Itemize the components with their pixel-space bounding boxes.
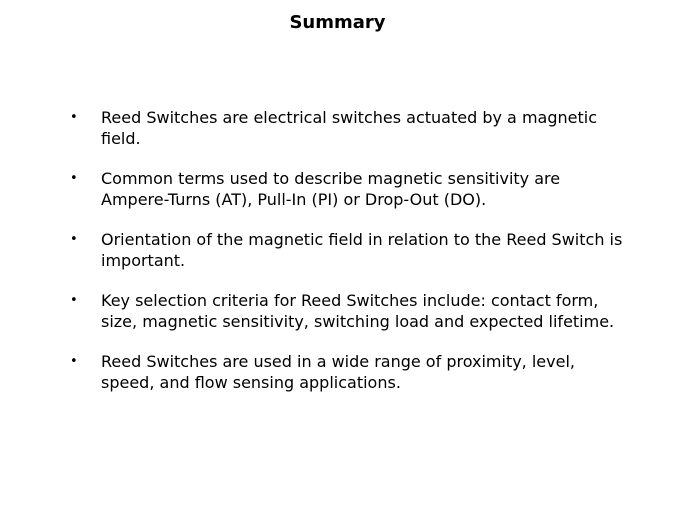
bullet-text: Reed Switches are electrical switches actuated by a magnetic field. bbox=[101, 108, 597, 148]
bullet-text: Orientation of the magnetic field in relation to the Reed Switch is important. bbox=[101, 230, 623, 270]
bullet-item-field-orientation bbox=[66, 229, 626, 271]
bullet-dot-icon: • bbox=[70, 171, 78, 186]
bullet-text: Common terms used to describe magnetic sensitivity are Ampere-Turns (AT), Pull-In (PI) or Drop-Out (DO). bbox=[101, 169, 561, 209]
bullet-dot-icon: • bbox=[70, 354, 78, 369]
bullet-dot-icon: • bbox=[70, 293, 78, 308]
bullet-dot-icon: • bbox=[70, 110, 78, 125]
bullet-item-sensitivity-terms bbox=[66, 168, 626, 210]
bullet-dot-icon: • bbox=[70, 232, 78, 247]
bullet-text: Key selection criteria for Reed Switches include: contact form, size, magnetic sensitivity, switching load and expected lifetime. bbox=[101, 291, 615, 331]
bullet-list bbox=[66, 107, 626, 412]
slide-title: Summary bbox=[289, 12, 386, 33]
bullet-item-selection-criteria bbox=[66, 290, 626, 332]
bullet-text: Reed Switches are used in a wide range of proximity, level, speed, and flow sensing applications. bbox=[101, 352, 575, 392]
bullet-item-applications bbox=[66, 351, 626, 393]
bullet-item-reed-switch-definition bbox=[66, 107, 626, 149]
